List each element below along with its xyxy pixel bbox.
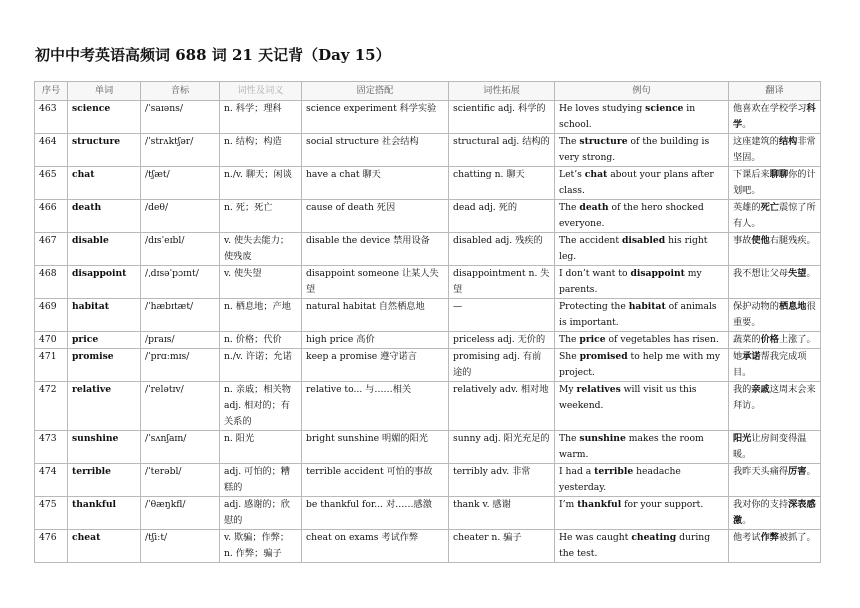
cell-translation-text: 我的 bbox=[733, 384, 752, 395]
cell-sentence bbox=[555, 497, 729, 530]
cell-translation-text: 。 bbox=[806, 466, 816, 477]
cell-collocation: be thankful for... 对……感激 bbox=[302, 497, 449, 530]
cell-translation bbox=[729, 464, 821, 497]
cell-sentence bbox=[555, 332, 729, 349]
cell-extension: sunny adj. 阳光充足的 bbox=[449, 431, 555, 464]
cell-extension: chatting n. 聊天 bbox=[449, 167, 555, 200]
cell-translation-text: 我昨天头痛得 bbox=[733, 466, 789, 477]
cell-collocation: science experiment 科学实验 bbox=[302, 101, 449, 134]
cell-sentence-text: The bbox=[559, 202, 580, 213]
cell-collocation: keep a promise 遵守诺言 bbox=[302, 349, 449, 382]
cell-sentence-keyword: habitat bbox=[628, 301, 666, 312]
cell-translation-text: 。 bbox=[742, 515, 752, 526]
table-row bbox=[35, 266, 821, 299]
cell-collocation: natural habitat 自然栖息地 bbox=[302, 299, 449, 332]
cell-sentence-text: He loves studying bbox=[559, 103, 646, 114]
cell-index: 471 bbox=[35, 349, 68, 382]
cell-meaning: n. 价格；代价 bbox=[220, 332, 302, 349]
cell-extension: promising adj. 有前途的 bbox=[449, 349, 555, 382]
cell-extension: dead adj. 死的 bbox=[449, 200, 555, 233]
cell-translation-text: 让房间变得温暖。 bbox=[733, 433, 807, 460]
cell-sentence-keyword: structure bbox=[579, 136, 628, 147]
table-row bbox=[35, 200, 821, 233]
cell-sentence-text: of animals is important. bbox=[559, 301, 717, 328]
cell-sentence-text: for your support. bbox=[621, 499, 704, 510]
cell-sentence-text: will visit us this weekend. bbox=[559, 384, 697, 411]
cell-index: 463 bbox=[35, 101, 68, 134]
cell-translation-keyword: 厉害 bbox=[788, 466, 807, 477]
table-row bbox=[35, 530, 821, 563]
cell-extension: — bbox=[449, 299, 555, 332]
cell-phonetic: /ˈterəbl/ bbox=[141, 464, 220, 497]
cell-sentence bbox=[555, 382, 729, 431]
header-extension: 词性拓展 bbox=[449, 82, 555, 101]
cell-sentence-text: I’m bbox=[559, 499, 578, 510]
header-meaning: 词性及词义 bbox=[220, 82, 302, 101]
table-body bbox=[35, 101, 821, 563]
cell-meaning: v. 使失望 bbox=[220, 266, 302, 299]
cell-sentence-text: makes the room warm. bbox=[559, 433, 704, 460]
cell-collocation: relative to... 与……相关 bbox=[302, 382, 449, 431]
cell-translation-keyword: 价格 bbox=[760, 334, 779, 345]
cell-translation bbox=[729, 332, 821, 349]
cell-index: 466 bbox=[35, 200, 68, 233]
cell-collocation: social structure 社会结构 bbox=[302, 134, 449, 167]
cell-sentence-text: The bbox=[559, 433, 580, 444]
cell-sentence bbox=[555, 200, 729, 233]
cell-word: cheat bbox=[68, 530, 141, 563]
header-phonetic: 音标 bbox=[141, 82, 220, 101]
cell-collocation: cause of death 死因 bbox=[302, 200, 449, 233]
cell-translation bbox=[729, 266, 821, 299]
cell-translation bbox=[729, 134, 821, 167]
cell-sentence-text: to help me with my project. bbox=[559, 351, 721, 378]
cell-index: 475 bbox=[35, 497, 68, 530]
cell-translation-keyword: 阳光 bbox=[733, 433, 752, 444]
header-index: 序号 bbox=[35, 82, 68, 101]
cell-meaning: adj. 可怕的；糟糕的 bbox=[220, 464, 302, 497]
cell-extension: disabled adj. 残疾的 bbox=[449, 233, 555, 266]
cell-index: 468 bbox=[35, 266, 68, 299]
cell-meaning: adj. 感谢的；欣慰的 bbox=[220, 497, 302, 530]
table-header-row bbox=[35, 82, 821, 101]
cell-phonetic: /deθ/ bbox=[141, 200, 220, 233]
cell-sentence-keyword: thankful bbox=[577, 499, 622, 510]
cell-translation-keyword: 作弊 bbox=[760, 532, 779, 543]
cell-sentence-text: The accident bbox=[559, 235, 622, 246]
cell-sentence bbox=[555, 266, 729, 299]
cell-collocation: disable the device 禁用设备 bbox=[302, 233, 449, 266]
cell-word: promise bbox=[68, 349, 141, 382]
cell-extension: relatively adv. 相对地 bbox=[449, 382, 555, 431]
cell-translation bbox=[729, 349, 821, 382]
cell-translation-keyword: 亲戚 bbox=[751, 384, 770, 395]
cell-sentence-text: My bbox=[559, 384, 577, 395]
cell-sentence-keyword: cheating bbox=[631, 532, 677, 543]
cell-phonetic: /ˈrelətɪv/ bbox=[141, 382, 220, 431]
table-row bbox=[35, 134, 821, 167]
cell-word: disappoint bbox=[68, 266, 141, 299]
cell-collocation: have a chat 聊天 bbox=[302, 167, 449, 200]
cell-sentence bbox=[555, 464, 729, 497]
cell-collocation: terrible accident 可怕的事故 bbox=[302, 464, 449, 497]
cell-sentence-text: I don’t want to bbox=[559, 268, 631, 279]
cell-translation bbox=[729, 200, 821, 233]
cell-sentence-keyword: sunshine bbox=[579, 433, 626, 444]
cell-translation bbox=[729, 167, 821, 200]
cell-word: chat bbox=[68, 167, 141, 200]
cell-sentence-text: headache yesterday. bbox=[559, 466, 681, 493]
table-row bbox=[35, 332, 821, 349]
cell-translation-text: 我不想让父母 bbox=[733, 268, 789, 279]
cell-sentence-text: during the test. bbox=[559, 532, 711, 559]
cell-translation bbox=[729, 233, 821, 266]
table-row bbox=[35, 349, 821, 382]
cell-translation-text: 。 bbox=[806, 268, 816, 279]
cell-extension: terribly adv. 非常 bbox=[449, 464, 555, 497]
cell-collocation: high price 高价 bbox=[302, 332, 449, 349]
table-row bbox=[35, 382, 821, 431]
cell-word: death bbox=[68, 200, 141, 233]
cell-index: 465 bbox=[35, 167, 68, 200]
cell-sentence-keyword: terrible bbox=[594, 466, 634, 477]
cell-translation-text: 很重要。 bbox=[733, 301, 816, 328]
cell-collocation: cheat on exams 考试作弊 bbox=[302, 530, 449, 563]
cell-sentence bbox=[555, 299, 729, 332]
cell-sentence bbox=[555, 101, 729, 134]
cell-translation-keyword: 科学 bbox=[733, 103, 816, 130]
cell-extension: thank v. 感谢 bbox=[449, 497, 555, 530]
cell-phonetic: /tʃæt/ bbox=[141, 167, 220, 200]
cell-index: 473 bbox=[35, 431, 68, 464]
cell-extension: structural adj. 结构的 bbox=[449, 134, 555, 167]
table-row bbox=[35, 101, 821, 134]
cell-phonetic: /ˈθæŋkfl/ bbox=[141, 497, 220, 530]
cell-word: disable bbox=[68, 233, 141, 266]
cell-word: relative bbox=[68, 382, 141, 431]
cell-sentence-keyword: relatives bbox=[576, 384, 621, 395]
header-collocation: 固定搭配 bbox=[302, 82, 449, 101]
cell-translation-text: 蔬菜的 bbox=[733, 334, 761, 345]
cell-meaning: v. 使失去能力；使残废 bbox=[220, 233, 302, 266]
table-row bbox=[35, 233, 821, 266]
cell-sentence-text: The bbox=[559, 334, 580, 345]
cell-phonetic: /dɪsˈeɪbl/ bbox=[141, 233, 220, 266]
cell-sentence-keyword: promised bbox=[579, 351, 628, 362]
cell-extension: priceless adj. 无价的 bbox=[449, 332, 555, 349]
cell-collocation: bright sunshine 明媚的阳光 bbox=[302, 431, 449, 464]
cell-extension: disappointment n. 失望 bbox=[449, 266, 555, 299]
cell-sentence-text: of the hero shocked everyone. bbox=[559, 202, 704, 229]
cell-phonetic: /ˈhæbɪtæt/ bbox=[141, 299, 220, 332]
cell-translation-text: 事故 bbox=[733, 235, 752, 246]
cell-translation-text: 上涨了。 bbox=[778, 334, 816, 345]
cell-word: price bbox=[68, 332, 141, 349]
cell-translation bbox=[729, 530, 821, 563]
cell-translation-text: 下课后来 bbox=[733, 169, 770, 180]
cell-translation bbox=[729, 497, 821, 530]
cell-sentence-keyword: science bbox=[645, 103, 684, 114]
cell-meaning: n. 结构；构造 bbox=[220, 134, 302, 167]
cell-translation-text: 他喜欢在学校学习 bbox=[733, 103, 807, 114]
cell-translation-keyword: 深表感激 bbox=[733, 499, 816, 526]
cell-sentence-text: She bbox=[559, 351, 580, 362]
cell-meaning: n. 阳光 bbox=[220, 431, 302, 464]
cell-translation-keyword: 聊聊 bbox=[769, 169, 789, 180]
cell-translation-text: 被抓了。 bbox=[778, 532, 816, 543]
cell-sentence-text: He was caught bbox=[559, 532, 632, 543]
cell-index: 476 bbox=[35, 530, 68, 563]
cell-translation bbox=[729, 431, 821, 464]
cell-translation bbox=[729, 382, 821, 431]
cell-translation-keyword: 结构 bbox=[778, 136, 798, 147]
cell-meaning: n. 死；死亡 bbox=[220, 200, 302, 233]
cell-translation-text: 你的计划吧。 bbox=[733, 169, 816, 196]
cell-translation-keyword: 死亡 bbox=[760, 202, 779, 213]
cell-phonetic: /ˈsaɪəns/ bbox=[141, 101, 220, 134]
cell-index: 474 bbox=[35, 464, 68, 497]
cell-phonetic: /ˌdɪsəˈpɔɪnt/ bbox=[141, 266, 220, 299]
cell-translation-text: 。 bbox=[742, 119, 752, 130]
cell-meaning: n. 科学；理科 bbox=[220, 101, 302, 134]
cell-translation-text: 他考试 bbox=[733, 532, 761, 543]
cell-index: 467 bbox=[35, 233, 68, 266]
cell-translation-keyword: 失望 bbox=[788, 268, 807, 279]
cell-phonetic: /ˈsʌnʃaɪn/ bbox=[141, 431, 220, 464]
cell-word: sunshine bbox=[68, 431, 141, 464]
cell-word: structure bbox=[68, 134, 141, 167]
cell-translation-text: 非常坚固。 bbox=[733, 136, 816, 163]
cell-sentence-text: Let’s bbox=[559, 169, 585, 180]
header-translation: 翻译 bbox=[729, 82, 821, 101]
cell-sentence-keyword: chat bbox=[584, 169, 608, 180]
cell-translation-text: 我对你的支持 bbox=[733, 499, 789, 510]
header-word: 单词 bbox=[68, 82, 141, 101]
vocabulary-table bbox=[34, 81, 821, 563]
cell-sentence-text: of vegetables has risen. bbox=[605, 334, 719, 345]
cell-sentence-keyword: disappoint bbox=[630, 268, 685, 279]
cell-translation-text: 震惊了所有人。 bbox=[733, 202, 816, 229]
cell-word: science bbox=[68, 101, 141, 134]
cell-sentence-text: I had a bbox=[559, 466, 595, 477]
cell-word: terrible bbox=[68, 464, 141, 497]
table-row bbox=[35, 167, 821, 200]
table-row bbox=[35, 464, 821, 497]
table-row bbox=[35, 497, 821, 530]
cell-translation-text: 她 bbox=[733, 351, 743, 362]
cell-sentence bbox=[555, 134, 729, 167]
cell-translation-keyword: 栖息地 bbox=[778, 301, 807, 312]
cell-extension: cheater n. 骗子 bbox=[449, 530, 555, 563]
cell-phonetic: /praɪs/ bbox=[141, 332, 220, 349]
cell-sentence-keyword: disabled bbox=[621, 235, 666, 246]
cell-translation-text: 帮我完成项目。 bbox=[733, 351, 807, 378]
cell-sentence-text: Protecting the bbox=[559, 301, 629, 312]
cell-translation bbox=[729, 299, 821, 332]
cell-extension: scientific adj. 科学的 bbox=[449, 101, 555, 134]
cell-sentence-text: of the building is very strong. bbox=[559, 136, 710, 163]
table-row bbox=[35, 431, 821, 464]
cell-phonetic: /ˈstrʌktʃər/ bbox=[141, 134, 220, 167]
page-title: 初中中考英语高频词 688 词 21 天记背（Day 15） bbox=[35, 46, 391, 64]
cell-translation bbox=[729, 101, 821, 134]
cell-translation-text: 保护动物的 bbox=[733, 301, 779, 312]
cell-sentence-keyword: death bbox=[579, 202, 609, 213]
cell-sentence bbox=[555, 530, 729, 563]
cell-sentence bbox=[555, 167, 729, 200]
table-row bbox=[35, 299, 821, 332]
cell-translation-keyword: 使他 bbox=[751, 235, 770, 246]
cell-index: 469 bbox=[35, 299, 68, 332]
cell-sentence-text: about your plans after class. bbox=[559, 169, 714, 196]
cell-sentence-text: his right leg. bbox=[559, 235, 708, 262]
cell-sentence-text: The bbox=[559, 136, 580, 147]
header-sentence: 例句 bbox=[555, 82, 729, 101]
cell-sentence bbox=[555, 431, 729, 464]
cell-meaning: n. 亲戚；相关物 adj. 相对的；有关系的 bbox=[220, 382, 302, 431]
cell-sentence-text: my parents. bbox=[559, 268, 702, 295]
cell-sentence bbox=[555, 349, 729, 382]
cell-sentence bbox=[555, 233, 729, 266]
cell-index: 470 bbox=[35, 332, 68, 349]
cell-translation-text: 右腿残疾。 bbox=[769, 235, 816, 246]
cell-collocation: disappoint someone 让某人失望 bbox=[302, 266, 449, 299]
cell-index: 464 bbox=[35, 134, 68, 167]
cell-meaning: n./v. 聊天；闲谈 bbox=[220, 167, 302, 200]
cell-meaning: n./v. 许诺；允诺 bbox=[220, 349, 302, 382]
cell-sentence-keyword: price bbox=[579, 334, 606, 345]
cell-meaning: v. 欺骗；作弊；n. 作弊；骗子 bbox=[220, 530, 302, 563]
cell-translation-keyword: 承诺 bbox=[742, 351, 761, 362]
cell-phonetic: /tʃiːt/ bbox=[141, 530, 220, 563]
cell-translation-text: 英雄的 bbox=[733, 202, 761, 213]
cell-word: thankful bbox=[68, 497, 141, 530]
cell-meaning: n. 栖息地；产地 bbox=[220, 299, 302, 332]
cell-word: habitat bbox=[68, 299, 141, 332]
cell-phonetic: /ˈprɑːmɪs/ bbox=[141, 349, 220, 382]
cell-translation-text: 这周末会来拜访。 bbox=[733, 384, 816, 411]
cell-translation-text: 这座建筑的 bbox=[733, 136, 779, 147]
cell-sentence-text: in school. bbox=[559, 103, 696, 130]
cell-index: 472 bbox=[35, 382, 68, 431]
